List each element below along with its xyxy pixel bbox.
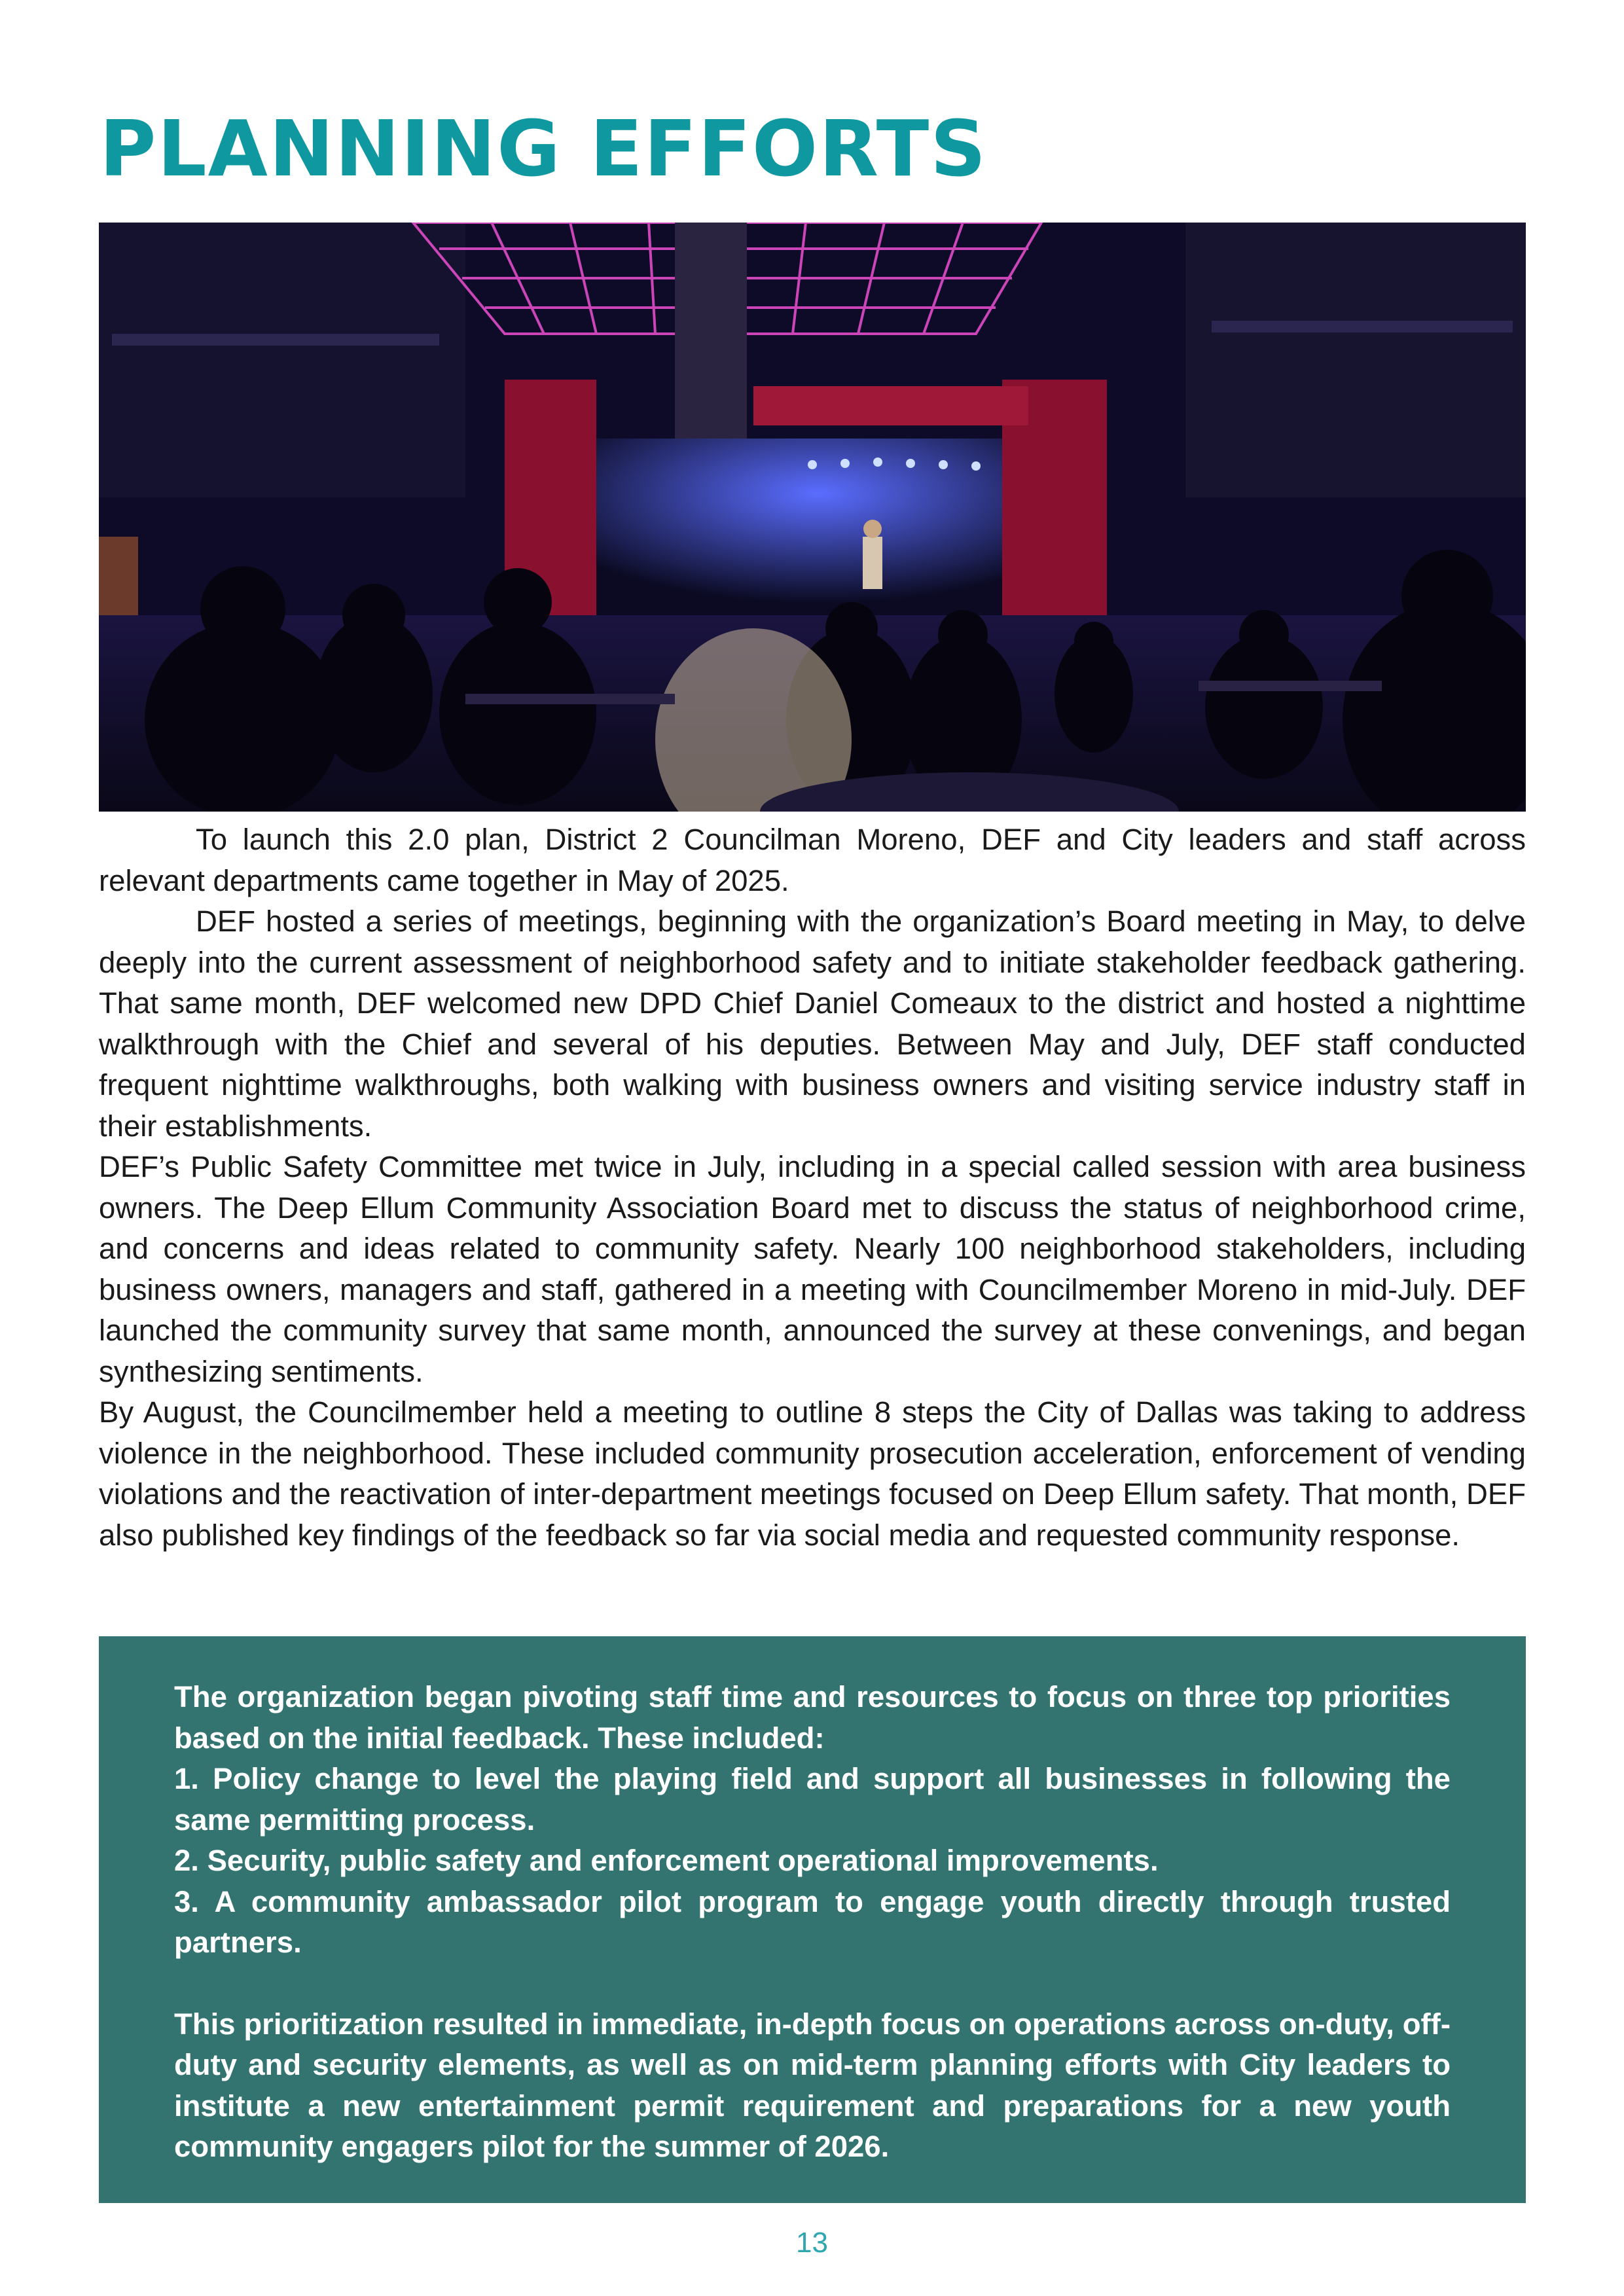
body-text [99,819,1526,1556]
paragraph: To launch this 2.0 plan, District 2 Councilman Moreno, DEF and City leaders and staff across relevant departments came together in May of 2025. [99,823,1526,897]
list-item: 2. Security, public safety and enforcement operational improvements. [174,1844,1159,1877]
event-photo [99,223,1526,812]
callout-conclusion: This prioritization resulted in immediate, in-depth focus on operations across on-duty, off-duty and security elements, as well as on mid-term planning efforts with City leaders to institute a new entertainment permit requirement and preparations for a new youth community engagers pilot for the summer of 2026. [174,2007,1451,2163]
page-title: PLANNING EFFORTS [99,103,988,194]
paragraph: By August, the Councilmember held a meeting to outline 8 steps the City of Dallas was taking to address violence in the neighborhood. These included community prosecution acceleration, enforcement of vending violations and the reactivation of inter-department meetings focused on Deep Ellum safety. That month, DEF also published key findings of the feedback so far via social media and requested community response. [99,1395,1526,1552]
paragraph: DEF’s Public Safety Committee met twice in July, including in a special called session with area business owners. The Deep Ellum Community Association Board met to discuss the status of neighborhood crime, and concerns and ideas related to community safety. Nearly 100 neighborhood stakeholders, including business owners, managers and staff, gathered in a meeting with Councilmember Moreno in mid-July. DEF launched the community survey that same month, announced the survey at these convenings, and began synthesizing sentiments. [99,1150,1526,1388]
priorities-list [174,1759,1451,1964]
list-item: 3. A community ambassador pilot program to engage youth directly through trusted partners. [174,1884,1451,1959]
page-number: 13 [796,2227,828,2259]
callout-intro: The organization began pivoting staff time and resources to focus on three top priorities based on the initial feedback. These included: [174,1680,1451,1755]
event-photo-illustration [99,223,1526,812]
list-item: 1. Policy change to level the playing field and support all businesses in following the same permitting process. [174,1762,1451,1837]
priorities-callout [99,1636,1526,2203]
paragraph: DEF hosted a series of meetings, beginning with the organization’s Board meeting in May, to delve deeply into the current assessment of neighborhood safety and to initiate stakeholder feedback gathering. That same month, DEF welcomed new DPD Chief Daniel Comeaux to the district and hosted a nighttime walkthrough with the Chief and several of his deputies. Between May and July, DEF staff conducted frequent nighttime walkthroughs, both walking with business owners and visiting service industry staff in their establishments. [99,905,1526,1143]
